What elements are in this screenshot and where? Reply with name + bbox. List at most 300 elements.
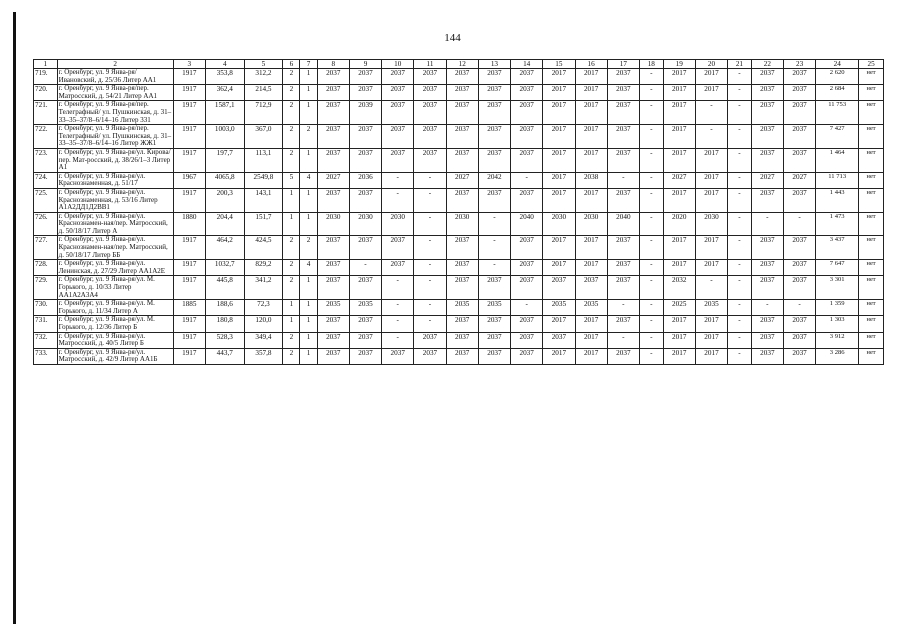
row-number: 722.	[34, 125, 58, 149]
table-cell: 2017	[543, 316, 575, 332]
table-cell: -	[639, 300, 663, 316]
table-cell: -	[728, 101, 752, 125]
flag-cell: нет	[859, 212, 884, 236]
table-cell: 2017	[695, 69, 727, 85]
column-number-8: 8	[317, 60, 349, 69]
table-cell: 2037	[478, 348, 510, 364]
table-cell: 2	[283, 260, 300, 276]
table-cell: 2017	[575, 260, 607, 276]
table-cell: 1917	[173, 85, 205, 101]
flag-cell: нет	[859, 300, 884, 316]
table-cell: 1917	[173, 316, 205, 332]
table-cell: 2040	[607, 212, 639, 236]
table-row	[34, 236, 884, 260]
table-cell: -	[349, 260, 381, 276]
table-cell: 1917	[173, 69, 205, 85]
table-cell: 2027	[446, 172, 478, 188]
column-number-13: 13	[478, 60, 510, 69]
table-cell: 2037	[607, 236, 639, 260]
table-cell: -	[783, 212, 815, 236]
table-cell: -	[414, 276, 446, 300]
table-cell: 2037	[446, 125, 478, 149]
table-cell: 2037	[349, 316, 381, 332]
table-cell: 5	[283, 172, 300, 188]
table-cell: 2035	[317, 300, 349, 316]
table-cell: 2037	[382, 236, 414, 260]
table-cell: -	[728, 260, 752, 276]
table-cell: 2035	[543, 300, 575, 316]
table-cell: -	[728, 348, 752, 364]
table-cell: 2037	[414, 101, 446, 125]
table-cell: 1917	[173, 101, 205, 125]
table-cell: 2037	[783, 236, 815, 260]
table-cell: 2037	[607, 101, 639, 125]
binding-bar	[13, 12, 16, 624]
table-cell: -	[414, 300, 446, 316]
table-cell: 2037	[783, 260, 815, 276]
table-cell: 1917	[173, 125, 205, 149]
total-cell: 11 753	[816, 101, 859, 125]
table-cell: 151,7	[244, 212, 283, 236]
table-cell: 2017	[695, 236, 727, 260]
table-cell: 2	[283, 85, 300, 101]
table-cell: 2017	[543, 172, 575, 188]
table-cell: 2037	[446, 69, 478, 85]
table-cell: -	[728, 85, 752, 101]
table-cell: 2017	[663, 348, 695, 364]
table-cell: 2037	[317, 85, 349, 101]
table-cell: 2037	[478, 332, 510, 348]
table-row	[34, 276, 884, 300]
table-row	[34, 332, 884, 348]
table-cell: 2	[283, 332, 300, 348]
table-cell: 2037	[382, 85, 414, 101]
table-cell: 2037	[783, 316, 815, 332]
table-cell: 2037	[414, 332, 446, 348]
flag-cell: нет	[859, 125, 884, 149]
table-cell: -	[639, 125, 663, 149]
table-cell: -	[607, 300, 639, 316]
table-cell: 1917	[173, 348, 205, 364]
table-cell: 2037	[446, 348, 478, 364]
table-cell: 2037	[414, 85, 446, 101]
total-cell: 3 301	[816, 276, 859, 300]
table-cell: 113,1	[244, 148, 283, 172]
row-number: 719.	[34, 69, 58, 85]
row-number: 723.	[34, 148, 58, 172]
table-cell: 2037	[349, 85, 381, 101]
table-cell: 2017	[575, 332, 607, 348]
table-row	[34, 172, 884, 188]
table-cell: 2037	[607, 348, 639, 364]
table-cell: 2017	[663, 316, 695, 332]
table-cell: 1917	[173, 236, 205, 260]
column-number-17: 17	[607, 60, 639, 69]
table-cell: 1	[300, 348, 317, 364]
table-cell: 2017	[543, 125, 575, 149]
address-cell: г. Оренбург, ул. 9 Янва-ря/ул. Краснознамен-ная/пер. Матросский, д. 50/18/17 Литер А	[57, 212, 173, 236]
table-cell: 2037	[783, 188, 815, 212]
table-cell: 2037	[446, 276, 478, 300]
table-cell: 2017	[575, 348, 607, 364]
address-cell: г. Оренбург, ул. 9 Янва-ря/ул. Ленинская, д. 27/29 Литер АА1А2Е	[57, 260, 173, 276]
table-cell: 2030	[446, 212, 478, 236]
table-cell: 2037	[478, 276, 510, 300]
address-cell: г. Оренбург, ул. 9 Янва-ря/ул. Матросский, д. 40/5 Литер Б	[57, 332, 173, 348]
table-cell: 2037	[575, 276, 607, 300]
flag-cell: нет	[859, 148, 884, 172]
table-cell: -	[728, 212, 752, 236]
column-number-24: 24	[816, 60, 859, 69]
table-cell: 2017	[575, 125, 607, 149]
table-cell: 2017	[695, 188, 727, 212]
table-cell: 2037	[349, 276, 381, 300]
table-cell: 2038	[575, 172, 607, 188]
flag-cell: нет	[859, 69, 884, 85]
table-cell: -	[639, 348, 663, 364]
table-cell: 1	[300, 188, 317, 212]
table-cell: -	[728, 172, 752, 188]
table-cell: 188,6	[205, 300, 244, 316]
table-cell: 2037	[751, 332, 783, 348]
address-cell: г. Оренбург, ул. 9 Янва-ря/ул. Кирова/пер. Мат-росский, д. 38/26/1–3 Литер А1	[57, 148, 173, 172]
table-cell: -	[639, 172, 663, 188]
table-cell: 2017	[695, 148, 727, 172]
table-cell: -	[639, 260, 663, 276]
table-cell: -	[695, 276, 727, 300]
table-cell: 2037	[511, 101, 543, 125]
table-cell: -	[478, 212, 510, 236]
table-cell: 829,2	[244, 260, 283, 276]
flag-cell: нет	[859, 236, 884, 260]
table-cell: -	[728, 236, 752, 260]
total-cell: 3 912	[816, 332, 859, 348]
table-row	[34, 188, 884, 212]
total-cell: 7 427	[816, 125, 859, 149]
total-cell: 1 443	[816, 188, 859, 212]
address-cell: г. Оренбург, ул. 9 Янва-ря/пер. Телеграфный/ ул. Пушкинская, д. 31–33–35–37/8–6/14–16 Литер 331	[57, 101, 173, 125]
table-cell: -	[382, 332, 414, 348]
table-cell: 4	[300, 172, 317, 188]
table-cell: 2017	[663, 125, 695, 149]
row-number: 730.	[34, 300, 58, 316]
table-cell: 2027	[751, 172, 783, 188]
table-cell: 2017	[543, 236, 575, 260]
table-cell: -	[414, 212, 446, 236]
column-number-1: 1	[34, 60, 58, 69]
table-cell: 341,2	[244, 276, 283, 300]
table-cell: 2032	[663, 276, 695, 300]
table-cell: -	[478, 236, 510, 260]
table-cell: 4	[300, 260, 317, 276]
table-row	[34, 69, 884, 85]
table-cell: 214,5	[244, 85, 283, 101]
table-cell: 2037	[414, 348, 446, 364]
table-cell: 2040	[511, 212, 543, 236]
table-cell: 2037	[382, 148, 414, 172]
table-cell: -	[728, 69, 752, 85]
table-cell: 2037	[382, 260, 414, 276]
address-cell: г. Оренбург, ул. 9 Янва-ря/ул. Краснознаменная, д. 53/16 Литер А1А2ДД1Д2ВВ1	[57, 188, 173, 212]
table-cell: 2037	[382, 125, 414, 149]
table-cell: 2037	[607, 276, 639, 300]
table-cell: 1	[300, 148, 317, 172]
table-cell: 143,1	[244, 188, 283, 212]
table-cell: -	[751, 212, 783, 236]
row-number: 732.	[34, 332, 58, 348]
table-cell: 2042	[478, 172, 510, 188]
table-cell: -	[639, 69, 663, 85]
table-cell: 443,7	[205, 348, 244, 364]
column-number-20: 20	[695, 60, 727, 69]
table-cell: 2025	[663, 300, 695, 316]
table-cell: 2549,8	[244, 172, 283, 188]
table-cell: -	[728, 125, 752, 149]
table-cell: 2037	[511, 236, 543, 260]
table-cell: -	[414, 188, 446, 212]
table-cell: 2	[283, 69, 300, 85]
flag-cell: нет	[859, 316, 884, 332]
address-cell: г. Оренбург, ул. 9 Янва-ря/ул. М. Горького, д. 11/34 Литер А	[57, 300, 173, 316]
table-cell: 2037	[382, 348, 414, 364]
table-cell: 2017	[575, 69, 607, 85]
column-number-12: 12	[446, 60, 478, 69]
table-cell: 2037	[414, 148, 446, 172]
total-cell: 1 303	[816, 316, 859, 332]
table-cell: 2037	[446, 148, 478, 172]
column-number-15: 15	[543, 60, 575, 69]
table-cell: 2017	[663, 148, 695, 172]
table-cell: 2037	[751, 125, 783, 149]
table-cell: 2017	[663, 101, 695, 125]
table-cell: 2037	[478, 148, 510, 172]
column-number-11: 11	[414, 60, 446, 69]
table-cell: 1	[300, 85, 317, 101]
total-cell: 1 359	[816, 300, 859, 316]
column-number-7: 7	[300, 60, 317, 69]
flag-cell: нет	[859, 260, 884, 276]
table-cell: -	[639, 332, 663, 348]
table-cell: 464,2	[205, 236, 244, 260]
table-cell: -	[382, 188, 414, 212]
table-cell: 2	[283, 276, 300, 300]
table-cell: 2017	[575, 188, 607, 212]
table-cell: 2020	[663, 212, 695, 236]
table-cell: 2037	[607, 69, 639, 85]
address-cell: г. Оренбург, ул. 9 Янва-ря/ул. Краснознамен-ная/пер. Матросский, д. 50/18/17 Литер ББ	[57, 236, 173, 260]
table-cell: 2027	[783, 172, 815, 188]
table-cell: 2017	[695, 260, 727, 276]
table-cell: 2039	[349, 101, 381, 125]
table-cell: -	[414, 316, 446, 332]
table-cell: 1917	[173, 188, 205, 212]
table-cell: -	[382, 172, 414, 188]
table-cell: 2037	[607, 188, 639, 212]
table-cell: 4065,8	[205, 172, 244, 188]
table-cell: 2037	[446, 236, 478, 260]
column-number-5: 5	[244, 60, 283, 69]
column-number-18: 18	[639, 60, 663, 69]
table-cell: 2017	[543, 148, 575, 172]
table-cell: 2037	[607, 85, 639, 101]
table-row	[34, 212, 884, 236]
column-number-6: 6	[283, 60, 300, 69]
flag-cell: нет	[859, 276, 884, 300]
table-cell: 2037	[511, 316, 543, 332]
row-number: 729.	[34, 276, 58, 300]
table-cell: 1	[283, 316, 300, 332]
column-number-22: 22	[751, 60, 783, 69]
table-cell: 2037	[317, 236, 349, 260]
table-cell: 2037	[349, 69, 381, 85]
total-cell: 2 684	[816, 85, 859, 101]
table-cell: 2037	[446, 316, 478, 332]
table-cell: 2027	[663, 172, 695, 188]
table-cell: 2037	[317, 69, 349, 85]
table-cell: -	[414, 236, 446, 260]
table-cell: 2037	[511, 69, 543, 85]
table-cell: 2037	[317, 260, 349, 276]
table-cell: 197,7	[205, 148, 244, 172]
table-cell: 2017	[543, 85, 575, 101]
address-cell: г. Оренбург, ул. 9 Янва-ря/пер. Матросский, д. 54/21 Литер АА1	[57, 85, 173, 101]
table-cell: 2037	[783, 348, 815, 364]
table-cell: 2037	[511, 276, 543, 300]
table-cell: 2037	[511, 125, 543, 149]
table-cell: 1	[300, 300, 317, 316]
table-cell: 2017	[575, 316, 607, 332]
table-cell: 2037	[446, 260, 478, 276]
table-cell: 2037	[783, 85, 815, 101]
table-cell: 2017	[663, 188, 695, 212]
table-cell: 1885	[173, 300, 205, 316]
table-cell: 2	[300, 236, 317, 260]
table-cell: 180,8	[205, 316, 244, 332]
table-cell: 2030	[575, 212, 607, 236]
table-cell: 1917	[173, 260, 205, 276]
table-cell: 2037	[751, 85, 783, 101]
row-number: 731.	[34, 316, 58, 332]
table-cell: 2037	[783, 125, 815, 149]
table-cell: 2017	[663, 236, 695, 260]
table-cell: -	[728, 276, 752, 300]
table-cell: 2037	[751, 236, 783, 260]
table-cell: -	[511, 300, 543, 316]
table-cell: 2037	[317, 101, 349, 125]
table-cell: 2035	[478, 300, 510, 316]
column-number-4: 4	[205, 60, 244, 69]
table-cell: -	[382, 276, 414, 300]
table-cell: 2037	[349, 148, 381, 172]
table-cell: -	[414, 172, 446, 188]
table-cell: -	[639, 316, 663, 332]
table-cell: 2037	[478, 125, 510, 149]
table-cell: -	[382, 316, 414, 332]
table-cell: 2037	[478, 188, 510, 212]
table-cell: 2017	[663, 85, 695, 101]
table-cell: 2037	[349, 332, 381, 348]
table-cell: 2035	[349, 300, 381, 316]
table-cell: 2037	[783, 148, 815, 172]
table-cell: 2	[283, 236, 300, 260]
table-cell: 2035	[446, 300, 478, 316]
row-number: 727.	[34, 236, 58, 260]
table-row	[34, 316, 884, 332]
table-cell: 2036	[349, 172, 381, 188]
column-number-19: 19	[663, 60, 695, 69]
column-number-14: 14	[511, 60, 543, 69]
column-number-9: 9	[349, 60, 381, 69]
table-cell: 2037	[349, 125, 381, 149]
table-cell: 2	[283, 348, 300, 364]
column-number-16: 16	[575, 60, 607, 69]
table-cell: -	[639, 276, 663, 300]
total-cell: 1 464	[816, 148, 859, 172]
table-cell: 2037	[783, 69, 815, 85]
table-cell: 2030	[695, 212, 727, 236]
table-cell: -	[607, 172, 639, 188]
table-cell: 2017	[543, 348, 575, 364]
address-cell: г. Оренбург, ул. 9 Янва-ря/ул. Краснознаменная, д. 51/17	[57, 172, 173, 188]
flag-cell: нет	[859, 101, 884, 125]
table-row	[34, 148, 884, 172]
table-cell: 2017	[543, 260, 575, 276]
table-cell: 1967	[173, 172, 205, 188]
row-number: 720.	[34, 85, 58, 101]
table-cell: 2037	[446, 85, 478, 101]
flag-cell: нет	[859, 348, 884, 364]
flag-cell: нет	[859, 172, 884, 188]
table-cell: 2037	[317, 348, 349, 364]
table-cell: -	[695, 101, 727, 125]
total-cell: 11 713	[816, 172, 859, 188]
table-cell: 2037	[478, 101, 510, 125]
table-cell: 1	[300, 212, 317, 236]
table-cell: 1587,1	[205, 101, 244, 125]
table-cell: -	[728, 148, 752, 172]
total-cell: 7 647	[816, 260, 859, 276]
table-cell: 1	[300, 332, 317, 348]
table-row	[34, 85, 884, 101]
table-cell: 2037	[511, 148, 543, 172]
table-cell: 2037	[607, 148, 639, 172]
table-cell: 2037	[382, 101, 414, 125]
table-cell: 528,3	[205, 332, 244, 348]
table-cell: 2037	[783, 276, 815, 300]
address-cell: г. Оренбург, ул. 9 Янва-ря/ул. М. Горького, д. 10/33 Литер АА1А2А3А4	[57, 276, 173, 300]
table-cell: 2035	[695, 300, 727, 316]
table-cell: 2017	[575, 236, 607, 260]
table-cell: 1	[283, 300, 300, 316]
table-cell: 2037	[446, 188, 478, 212]
table-cell: 1	[300, 316, 317, 332]
flag-cell: нет	[859, 332, 884, 348]
table-cell: 204,4	[205, 212, 244, 236]
table-cell: 2037	[349, 236, 381, 260]
total-cell: 3 286	[816, 348, 859, 364]
address-cell: г. Оренбург, ул. 9 Янва-ря/ул. Матросский, д. 42/9 Литер АА1Б	[57, 348, 173, 364]
table-cell: 1	[300, 101, 317, 125]
table-cell: 2030	[382, 212, 414, 236]
table-cell: 362,4	[205, 85, 244, 101]
page-number: 144	[444, 32, 461, 44]
table-cell: 2030	[543, 212, 575, 236]
table-cell: 120,0	[244, 316, 283, 332]
table-cell: 2037	[317, 276, 349, 300]
table-cell: 2037	[751, 69, 783, 85]
table-cell: 2017	[543, 188, 575, 212]
table-cell: 2037	[478, 69, 510, 85]
